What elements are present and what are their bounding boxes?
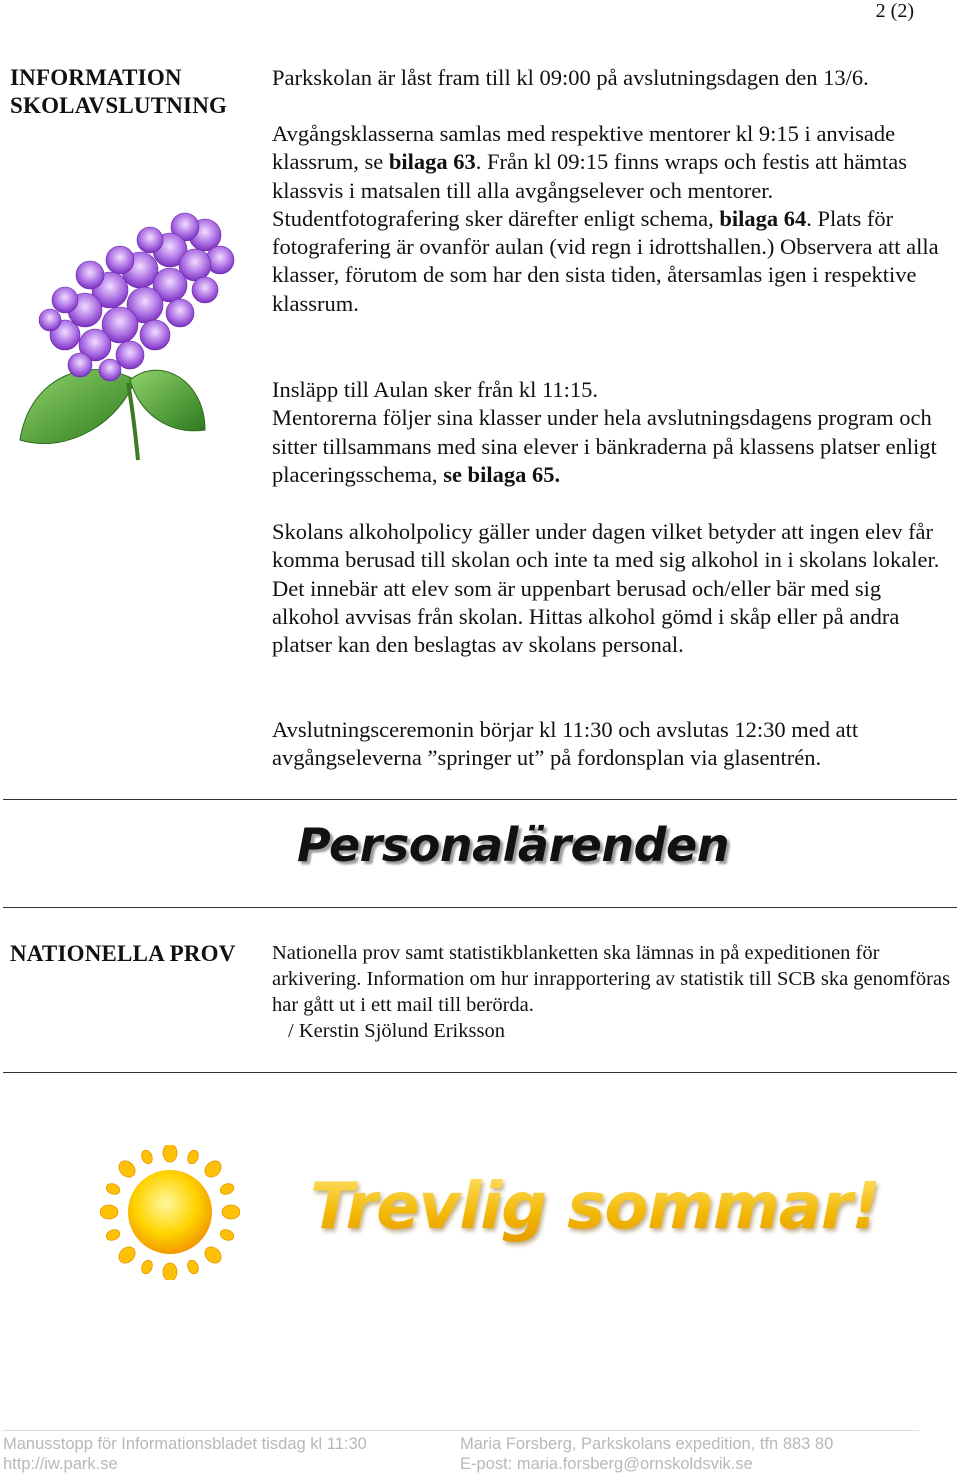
footer-divider — [3, 1430, 919, 1431]
footer-deadline: Manusstopp för Informationsbladet tisdag kl 11:30 — [3, 1435, 367, 1453]
section-label-nationella: NATIONELLA PROV — [10, 941, 236, 966]
info-p2-text-a: Avgångsklasserna samlas med respektive mentorer kl 9:15 i anvisade klassrum, se — [272, 121, 896, 175]
nationella-text — [272, 940, 952, 1044]
info-p2-text-f: . Plats för fotografering är ovanför aulan (vid regn i idrottshallen.) Observera att alla klasser, förutom de som har den sista tiden, återsamlas igen i respektive klassrum. — [272, 205, 939, 316]
bilaga-64-ref: bilaga 64 — [719, 205, 807, 231]
lilac-flower-icon — [10, 205, 250, 467]
section-label-line1: INFORMATION — [10, 65, 182, 90]
nationella-signature: / Kerstin Sjölund Eriksson — [288, 1020, 505, 1042]
section-label-info — [10, 64, 227, 120]
footer-right — [460, 1434, 833, 1474]
sun-icon — [100, 1145, 240, 1280]
summer-greeting: Trevlig sommar! — [310, 1170, 880, 1244]
info-paragraph-3 — [272, 376, 942, 489]
info-p2-text-d: Studentfotografering sker därefter enligt schema, — [272, 205, 720, 231]
section-label-line2: SKOLAVSLUTNING — [10, 93, 228, 118]
page-number: 2 (2) — [875, 0, 914, 22]
banner-title: Personalärenden — [297, 818, 729, 872]
footer-left — [3, 1434, 367, 1474]
divider-bottom — [3, 1072, 957, 1073]
footer-contact: Maria Forsberg, Parkskolans expedition, tfn 883 80 — [460, 1435, 834, 1453]
bilaga-65-ref: se bilaga 65. — [443, 461, 561, 487]
info-paragraph-1: Parkskolan är låst fram till kl 09:00 på avslutningsdagen den 13/6. — [272, 65, 869, 90]
info-paragraph-5: Avslutningsceremonin börjar kl 11:30 och avslutas 12:30 med att avgångseleverna ”springer ut” på fordonsplan via glasentrén. — [272, 717, 859, 771]
nationella-body: Nationella prov samt statistikblanketten ska lämnas in på expeditionen för arkivering. Information om hur inrapportering av statistik till SCB ska genomföras har gått ut i ett mail till berörda. — [272, 942, 951, 1016]
divider-top — [3, 799, 957, 800]
info-p3-text-b: Mentorerna följer sina klasser under hela avslutningsdagens program och sitter tillsammans med sina elever i bänkraderna på klassens platser enligt placeringsschema, — [272, 405, 937, 487]
info-p2-text-c: . Från kl 09:15 finns wraps och festis att hämtas klassvis i matsalen till alla avgångselever och mentorer. — [272, 149, 907, 203]
info-p3-text-a: Insläpp till Aulan sker från kl 11:15. — [272, 377, 598, 402]
bilaga-63-ref: bilaga 63 — [388, 149, 476, 175]
info-paragraph-4: Skolans alkoholpolicy gäller under dagen vilket betyder att ingen elev får komma berusad till skolan och inte ta med sig alkohol in i skolans lokaler. Det innebär att elev som är uppenbart berusad och/eller bär med sig alkohol avvisas från skolan. Hittas alkohol gömd i skåp eller på andra platser kan den beslagtas av skolans personal. — [272, 519, 940, 658]
divider-middle — [3, 907, 957, 908]
footer-email-link[interactable]: E-post: maria.forsberg@ornskoldsvik.se — [460, 1455, 753, 1473]
footer-website-link[interactable]: http://iw.park.se — [3, 1455, 118, 1473]
info-paragraph-2 — [272, 120, 942, 318]
